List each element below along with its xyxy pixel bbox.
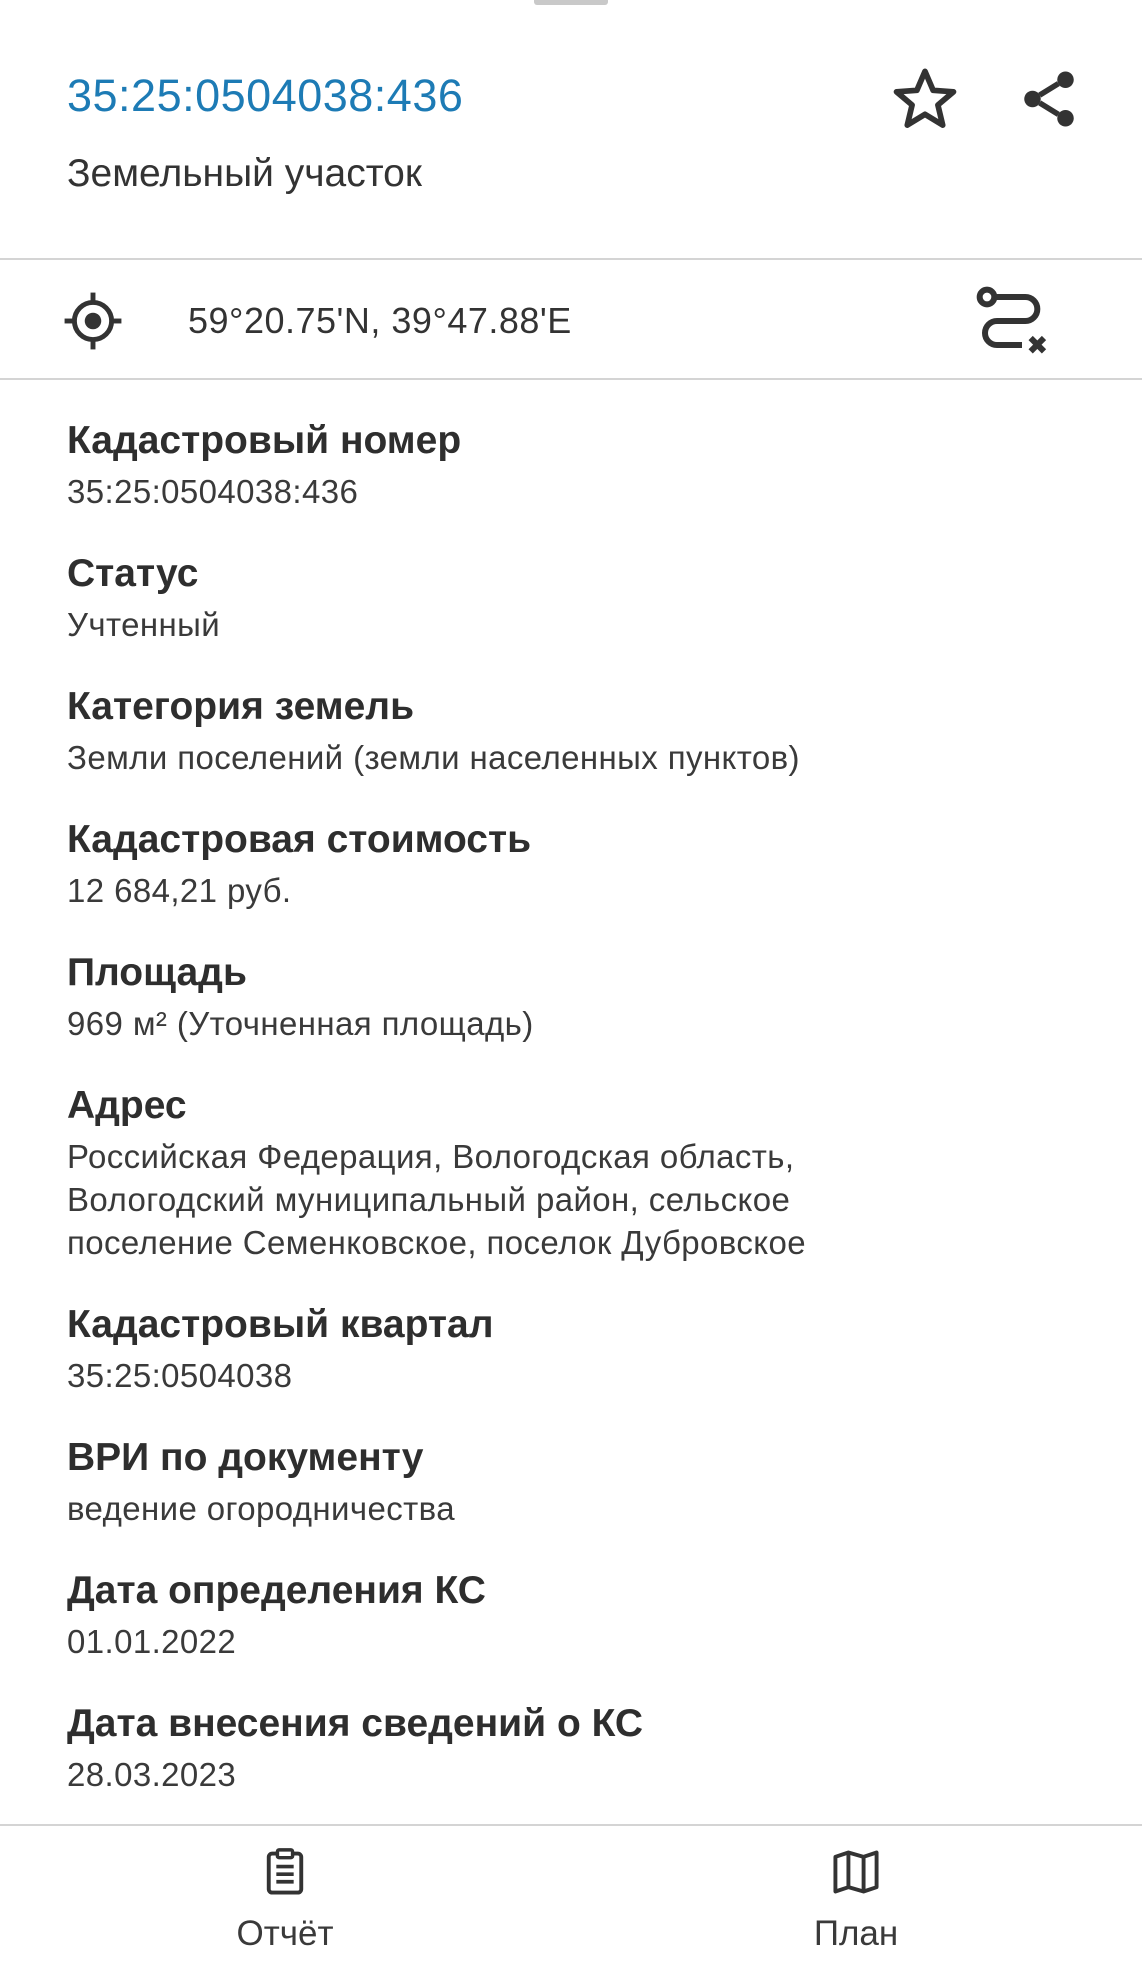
field-label: Дата внесения сведений о КС: [67, 1702, 644, 1745]
field-address: [67, 1077, 1077, 1264]
crosshair-icon[interactable]: [62, 290, 124, 352]
field-label: Кадастровый номер: [67, 419, 462, 462]
field-label: Статус: [67, 552, 199, 595]
report-label: Отчёт: [236, 1914, 334, 1953]
address-line: Российская Федерация, Вологодская область,: [67, 1138, 795, 1175]
field-cadastral-quarter: [67, 1296, 1077, 1397]
field-label: Дата определения КС: [67, 1569, 486, 1612]
address-line: поселение Семенковское, поселок Дубровское: [67, 1224, 806, 1261]
header: [0, 0, 1142, 260]
field-entry-date: [67, 1695, 1077, 1796]
field-status: [67, 545, 1077, 646]
route-cancel-icon: [972, 282, 1052, 362]
field-label: Кадастровая стоимость: [67, 818, 532, 861]
field-value: Учтенный: [67, 606, 221, 643]
field-land-category: [67, 678, 1077, 779]
field-label: Кадастровый квартал: [67, 1303, 494, 1346]
plan-button[interactable]: [756, 1846, 956, 1954]
field-cadastral-number: [67, 412, 1077, 513]
field-value[interactable]: 35:25:0504038:436: [67, 473, 359, 510]
field-value: 28.03.2023: [67, 1756, 237, 1793]
map-icon: [830, 1846, 882, 1898]
field-label: Площадь: [67, 951, 247, 994]
field-value: 01.01.2022: [67, 1623, 237, 1660]
field-label: ВРИ по документу: [67, 1436, 424, 1479]
field-area: [67, 944, 1077, 1045]
field-cadastral-value: [67, 811, 1077, 912]
field-permitted-use: [67, 1429, 1077, 1530]
field-value: 969 м² (Уточненная площадь): [67, 1005, 534, 1042]
field-value: ведение огородничества: [67, 1490, 455, 1527]
route-cancel-button[interactable]: [972, 282, 1052, 362]
share-icon: [1016, 66, 1082, 132]
address-line: Вологодский муниципальный район, сельское: [67, 1181, 791, 1218]
field-label: Адрес: [67, 1084, 187, 1127]
page-title: 35:25:0504038:436: [67, 70, 464, 121]
favorite-button[interactable]: [882, 56, 968, 142]
clipboard-icon: [259, 1846, 311, 1898]
share-button[interactable]: [1006, 56, 1092, 142]
field-value: Земли поселений (земли населенных пунктов): [67, 739, 800, 776]
field-value[interactable]: 35:25:0504038: [67, 1357, 293, 1394]
page-subtitle: Земельный участок: [67, 152, 422, 195]
star-outline-icon: [889, 63, 961, 135]
field-valuation-date: [67, 1562, 1077, 1663]
bottom-navigation: [0, 1824, 1142, 1962]
plan-label: План: [813, 1914, 899, 1953]
field-label: Категория земель: [67, 685, 415, 728]
field-value: 12 684,21 руб.: [67, 872, 292, 909]
coordinates-text[interactable]: 59°20.75'N, 39°47.88'E: [188, 300, 572, 341]
details-list: [67, 412, 1077, 1796]
report-button[interactable]: [185, 1846, 385, 1954]
